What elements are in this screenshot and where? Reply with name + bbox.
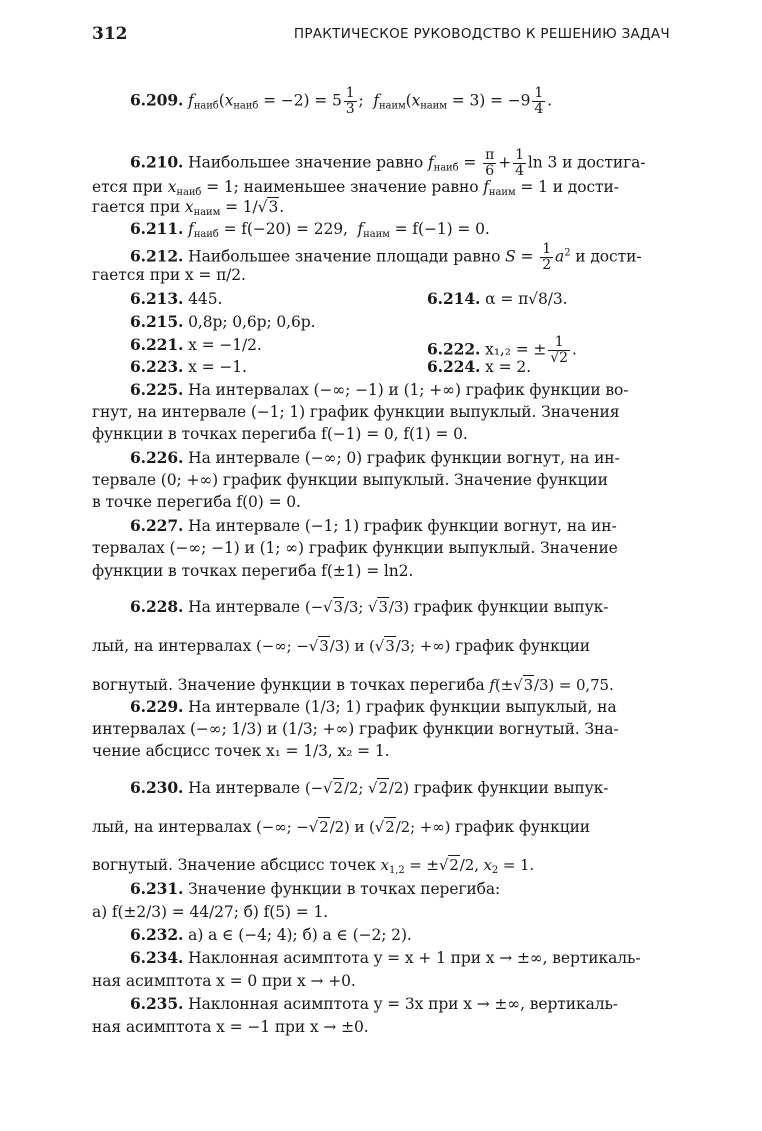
answer-6231-line-1: 6.231. Значение функции в точках перегиба: [130, 879, 501, 898]
answer-6234-line-2: ная асимптота x = 0 при x → +0. [92, 972, 356, 990]
answer-6227-line-1: 6.227. На интервале (−1; 1) график функции вогнут, на ин- [130, 516, 617, 535]
answer-number: 6.209. [130, 90, 184, 110]
answer-number: 6.210. [130, 152, 184, 172]
answer-6212-line-2: гается при x = π/2. [92, 266, 246, 284]
answer-6221-row: 6.221. x = −1/2. 6.222. x₁,₂ = ± $\frac{1}{√2}$ . [130, 334, 577, 366]
answer-6232: 6.232. а) a ∈ (−4; 4); б) a ∈ (−2; 2). [130, 925, 412, 944]
page-number: 312 [92, 24, 128, 44]
answer-6210-line-3: гается при $x_{наим} = 1/√3$. [92, 198, 285, 218]
answer-6228-line-3: вогнутый. Значение функции в точках перегиба f(±√3/3) = 0,75. [92, 676, 614, 694]
answer-6213-row: 6.213. 445. 6.214. α = π√8/3. [130, 289, 568, 308]
answer-6228-line-2: лый, на интервалах (−∞; −√3/3) и (√3/3; +∞) график функции [92, 637, 591, 655]
answer-6225-line-2: гнут, на интервале (−1; 1) график функции выпуклый. Значения [92, 403, 620, 421]
answer-6230-line-1: 6.230. На интервале (−√2/2; √2/2) график функции выпук- [130, 778, 609, 797]
answer-6227-line-3: функции в точках перегиба f(±1) = ln2. [92, 562, 414, 580]
page-header [92, 24, 670, 48]
running-title: ПРАКТИЧЕСКОЕ РУКОВОДСТВО К РЕШЕНИЮ ЗАДАЧ [293, 26, 670, 42]
answer-6230-line-2: лый, на интервалах (−∞; −√2/2) и (√2/2; +∞) график функции [92, 818, 591, 836]
answer-6211: 6.211. $f_{наиб} = f(-20) = 229$, $f_{наим} = f(-1) = 0$. [130, 219, 490, 240]
answer-6235-line-1: 6.235. Наклонная асимптота y = 3x при x → ±∞, вертикаль- [130, 994, 618, 1013]
answer-6215: 6.215. 0,8p; 0,6p; 0,6p. [130, 312, 316, 331]
answer-6226-line-1: 6.226. На интервале (−∞; 0) график функции вогнут, на ин- [130, 448, 620, 467]
answer-6227-line-2: тервалах (−∞; −1) и (1; ∞) график функции выпуклый. Значение [92, 539, 618, 557]
answer-6229-line-3: чение абсцисс точек x₁ = 1/3, x₂ = 1. [92, 742, 390, 760]
answer-6228-line-1: 6.228. На интервале (−√3/3; √3/3) график функции выпук- [130, 597, 609, 616]
answer-6226-line-2: тервале (0; +∞) график функции выпуклый. Значение функции [92, 471, 608, 489]
answer-6231-line-2: а) f(±2/3) = 44/27; б) f(5) = 1. [92, 903, 329, 921]
answer-6225-line-3: функции в точках перегиба f(−1) = 0, f(1) = 0. [92, 425, 468, 443]
answer-6209: 6.209. $f_{наиб}(x_{наиб} = -2) = 5$ $\frac{1}{3}$ ; $f_{наим}(x_{наим} = 3) = -9$ $\frac{1}{4}$ . [130, 85, 552, 117]
answer-6210-line-1: 6.210. Наибольшее значение равно $f_{наиб}$ = $\frac{\pi}{6}$ + $\frac{1}{4}$ ln 3 и достига- [130, 147, 646, 179]
answer-6230-line-3: вогнутый. Значение абсцисс точек $x_{1,2} = \pm√2/2$, $x_2 = 1$. [92, 856, 535, 876]
answer-6212-line-1: 6.212. Наибольшее значение площади равно S = $\frac{1}{2}$ $a^2$ и дости- [130, 241, 642, 273]
answer-6210-line-2: ется при $x_{наиб} = 1$; наименьшее значение равно $f_{наим} = 1$ и дости- [92, 178, 619, 198]
answer-6235-line-2: ная асимптота x = −1 при x → ±0. [92, 1018, 369, 1036]
answer-6225-line-1: 6.225. На интервалах (−∞; −1) и (1; +∞) график функции во- [130, 380, 629, 399]
answer-6229-line-2: интервалах (−∞; 1/3) и (1/3; +∞) график функции вогнутый. Зна- [92, 720, 619, 738]
answer-6226-line-3: в точке перегиба f(0) = 0. [92, 493, 301, 511]
answer-6234-line-1: 6.234. Наклонная асимптота y = x + 1 при x → ±∞, вертикаль- [130, 948, 641, 967]
answer-6223-row: 6.223. x = −1. 6.224. x = 2. [130, 357, 531, 376]
answer-6229-line-1: 6.229. На интервале (1/3; 1) график функции выпуклый, на [130, 697, 617, 716]
